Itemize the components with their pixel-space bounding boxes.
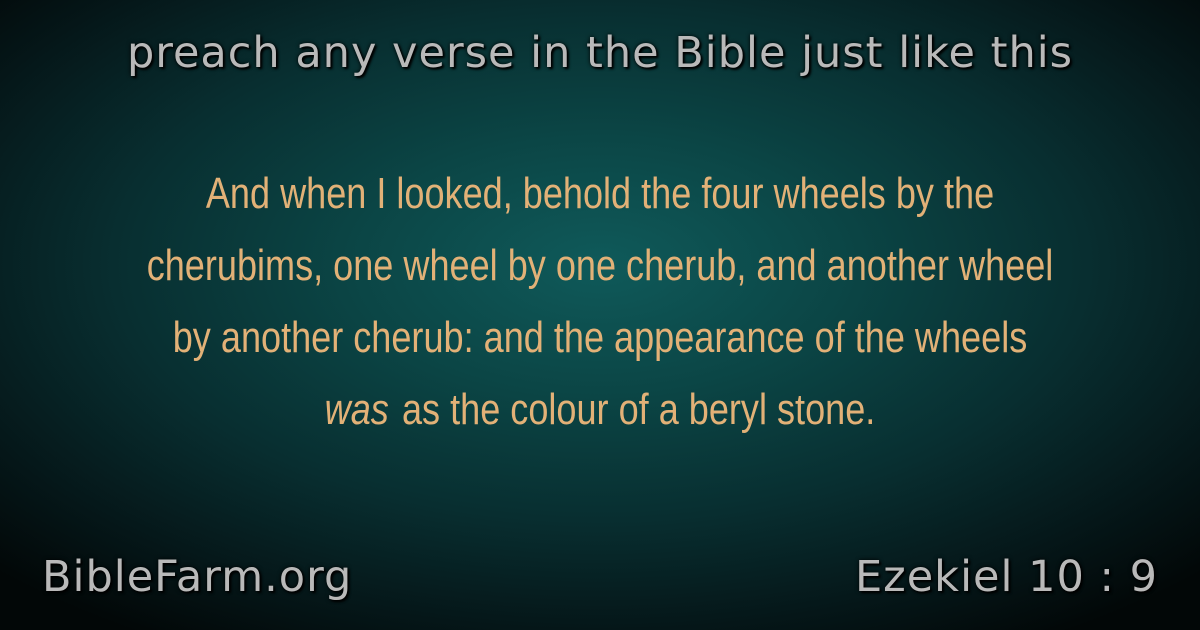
verse-reference: Ezekiel 10 : 9 [854,552,1158,602]
verse-part-2: as the colour of a beryl stone. [401,385,876,434]
verse-part-1: And when I looked, behold the four wheels by the cherubims, one wheel by one cherub, and another wheel by another cherub: and the appearance of the wheels [146,169,1054,362]
site-name: BibleFarm.org [42,552,353,602]
tagline: preach any verse in the Bible just like this [126,28,1074,78]
verse-text [141,158,1059,446]
verse-italic-word: was [324,385,389,434]
